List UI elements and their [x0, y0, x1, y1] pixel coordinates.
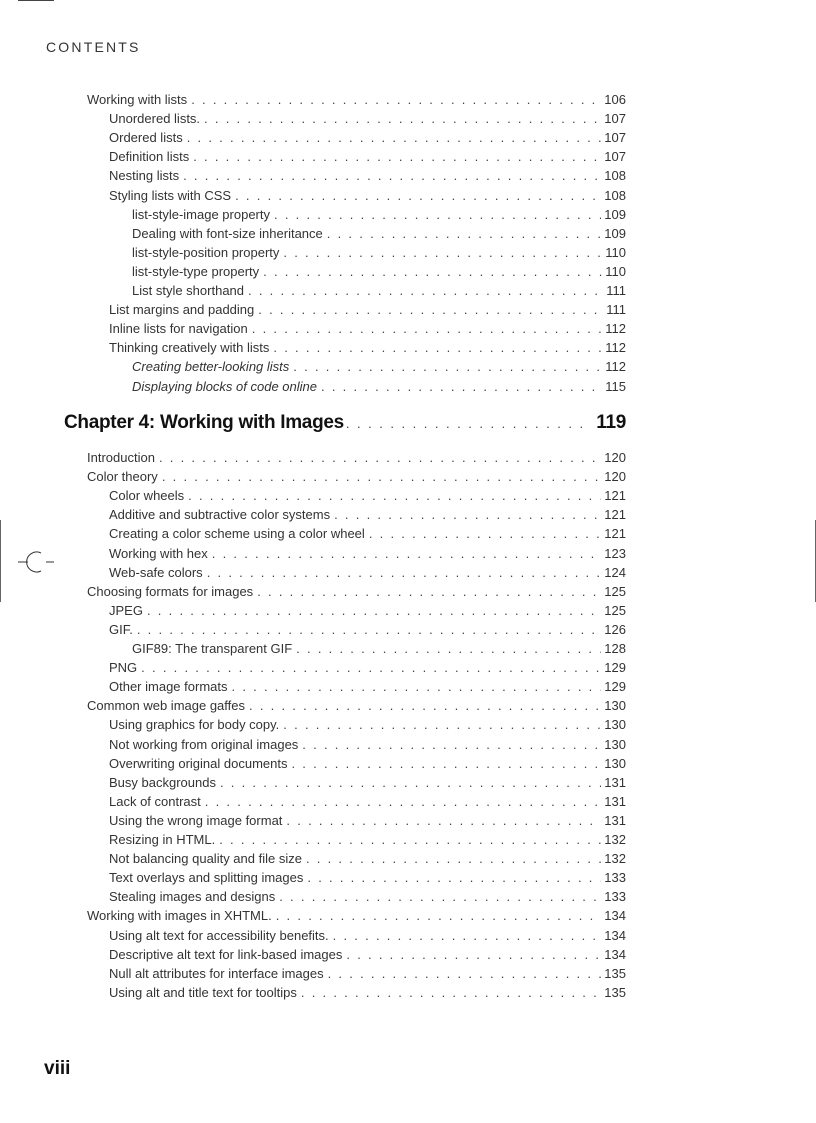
dot-leader	[183, 166, 601, 185]
toc-entry[interactable]	[132, 224, 626, 243]
toc-entry[interactable]	[109, 338, 626, 357]
toc-entry[interactable]	[109, 983, 626, 1002]
toc-entry[interactable]	[109, 563, 626, 582]
toc-entry-title: Other image formats	[109, 679, 228, 695]
toc-entry-title: Working with lists	[87, 92, 188, 107]
toc-entry-title: Ordered lists	[109, 130, 183, 146]
toc-entry[interactable]	[132, 377, 626, 396]
dot-leader	[321, 377, 602, 396]
toc-entry-title: Using alt and title text for tooltips	[109, 984, 297, 1000]
toc-entry-title: Text overlays and splitting images	[109, 870, 304, 886]
toc-entry-page: 108	[604, 168, 626, 184]
toc-entry[interactable]	[109, 601, 626, 620]
toc-entry-title: Common web image gaffes	[87, 698, 246, 714]
dot-leader	[162, 467, 601, 486]
toc-entry-title: PNG	[109, 660, 138, 676]
toc-entry[interactable]	[109, 811, 626, 830]
toc-entry-title: list-style-position property	[132, 244, 280, 260]
toc-entry-page: 120	[604, 450, 626, 465]
toc-entry[interactable]	[109, 147, 626, 166]
toc-entry-title: GIF.	[109, 621, 133, 637]
toc-entry-page: 110	[605, 263, 626, 279]
toc-entry-title: Definition lists	[109, 149, 190, 165]
toc-entry-title: Additive and subtractive color systems	[109, 507, 331, 523]
toc-entry[interactable]	[132, 639, 626, 658]
running-head: CONTENTS	[46, 39, 141, 55]
toc-entry-page: 124	[604, 564, 626, 580]
toc-entry-page: 107	[604, 111, 626, 127]
page-number: viii	[44, 1058, 71, 1079]
toc-entry[interactable]	[132, 205, 626, 224]
dot-leader	[235, 186, 601, 205]
dot-leader	[307, 868, 601, 887]
toc-entry[interactable]	[109, 186, 626, 205]
toc-entry-title: Not balancing quality and file size	[109, 851, 302, 867]
dot-leader	[273, 338, 602, 357]
dot-leader	[274, 205, 601, 224]
toc-entry[interactable]	[109, 658, 626, 677]
toc-entry-page: 131	[604, 812, 626, 828]
toc-entry-title: Overwriting original documents	[109, 755, 288, 771]
dot-leader	[188, 486, 601, 505]
toc-entry-page: 121	[604, 488, 626, 504]
toc-entry-title: List style shorthand	[132, 283, 245, 298]
dot-leader	[258, 300, 603, 319]
toc-entry-title: GIF89: The transparent GIF	[132, 641, 293, 656]
toc-entry-page: 120	[604, 469, 626, 485]
dot-leader	[212, 544, 602, 563]
toc-entry-title: JPEG	[109, 602, 143, 618]
dot-leader	[248, 281, 603, 300]
toc-entry-title: Web-safe colors	[109, 564, 203, 580]
chapter-page: 119	[596, 412, 626, 433]
toc-entry[interactable]	[87, 906, 626, 925]
toc-entry-title: List margins and padding	[109, 302, 255, 318]
dot-leader	[187, 128, 602, 147]
toc-entry[interactable]	[109, 926, 626, 945]
toc-entry[interactable]	[132, 357, 626, 376]
toc-entry-page: 128	[604, 641, 626, 656]
toc-entry[interactable]	[109, 945, 626, 964]
toc-entry-page: 129	[604, 660, 626, 676]
dot-leader	[279, 887, 601, 906]
toc-entry-page: 130	[604, 698, 626, 714]
toc-entry-title: Displaying blocks of code online	[132, 378, 317, 394]
dot-leader	[328, 964, 602, 983]
toc-entry[interactable]	[109, 849, 626, 868]
dot-leader	[333, 926, 602, 945]
toc-entry-page: 133	[604, 870, 626, 886]
dot-leader	[137, 620, 601, 639]
toc-entry-title: Color wheels	[109, 488, 185, 504]
toc-entry-page: 112	[605, 340, 626, 356]
dot-leader	[291, 754, 601, 773]
toc-entry[interactable]	[109, 524, 626, 543]
toc-entry-page: 108	[604, 187, 626, 203]
dot-leader	[147, 601, 601, 620]
dot-leader	[220, 773, 601, 792]
toc-entry-title: Working with images in XHTML.	[87, 908, 272, 924]
toc-entry[interactable]	[109, 830, 626, 849]
toc-entry[interactable]	[87, 467, 626, 486]
toc-entry[interactable]	[87, 696, 626, 715]
dot-leader	[276, 906, 602, 925]
toc-entry-page: 109	[604, 225, 626, 241]
toc-entry[interactable]	[109, 128, 626, 147]
toc-entry[interactable]	[109, 300, 626, 319]
toc-entry[interactable]	[132, 262, 626, 281]
toc-entry[interactable]	[132, 243, 626, 262]
toc-entry-title: Dealing with font-size inheritance	[132, 225, 323, 241]
toc-entry[interactable]	[109, 319, 626, 338]
dot-leader	[193, 147, 601, 166]
toc-entry-title: Using alt text for accessibility benefits.	[109, 927, 329, 943]
dot-leader	[301, 983, 601, 1002]
dot-leader	[219, 830, 601, 849]
toc-entry-title: Not working from original images	[109, 736, 299, 752]
dot-leader	[249, 696, 601, 715]
toc-entry-title: list-style-type property	[132, 263, 260, 279]
toc-entry-page: 130	[604, 736, 626, 752]
toc-entry-title: Inline lists for navigation	[109, 321, 248, 337]
toc-entry-title: Resizing in HTML.	[109, 832, 216, 847]
toc-entry-page: 134	[604, 927, 626, 943]
toc-entry[interactable]	[109, 887, 626, 906]
dot-leader	[283, 243, 602, 262]
dot-leader	[205, 792, 602, 811]
toc-entry-page: 121	[604, 507, 626, 523]
toc-entry[interactable]	[109, 735, 626, 754]
toc-entry-page: 129	[604, 679, 626, 695]
dot-leader	[296, 639, 601, 658]
dot-leader	[141, 658, 601, 677]
toc-entry-title: Choosing formats for images	[87, 583, 254, 599]
toc-entry-title: Nesting lists	[109, 168, 180, 184]
toc-entry-title: Stealing images and designs	[109, 889, 276, 905]
toc-entry-title: Using graphics for body copy.	[109, 717, 280, 733]
dot-leader	[207, 563, 602, 582]
toc-entry-page: 125	[604, 602, 626, 618]
toc-entry-page: 112	[605, 321, 626, 337]
toc-entry-title: Creating better-looking lists	[132, 359, 290, 375]
toc-entry-title: list-style-image property	[132, 206, 270, 222]
toc-entry-page: 123	[604, 545, 626, 561]
dot-leader	[204, 109, 601, 128]
dot-leader	[327, 224, 602, 243]
toc-entry[interactable]	[132, 281, 626, 300]
toc-entry-title: Styling lists with CSS	[109, 187, 232, 203]
dot-leader	[334, 505, 601, 524]
toc-entry[interactable]	[109, 109, 626, 128]
crop-mark-top	[18, 0, 54, 1]
toc-entry[interactable]	[109, 544, 626, 563]
toc-entry-page: 130	[604, 755, 626, 771]
dot-leader	[232, 677, 602, 696]
toc-entry-title: Introduction	[87, 450, 155, 465]
toc-entry-title: Thinking creatively with lists	[109, 340, 270, 356]
toc-entry-page: 125	[604, 583, 626, 599]
dot-leader	[369, 524, 601, 543]
toc-entry[interactable]	[109, 166, 626, 185]
dot-leader	[283, 715, 601, 734]
toc-entry-title: Descriptive alt text for link-based images	[109, 946, 343, 962]
toc-entry-title: Color theory	[87, 469, 158, 485]
toc-entry-title: Null alt attributes for interface images	[109, 965, 324, 981]
dot-leader	[286, 811, 601, 830]
toc-entry-title: Using the wrong image format	[109, 812, 283, 828]
toc-entry[interactable]	[109, 677, 626, 696]
toc-entry-page: 121	[604, 526, 626, 542]
registration-mark-icon	[18, 548, 54, 576]
dot-leader	[263, 262, 602, 281]
chapter-heading[interactable]	[64, 412, 626, 438]
toc-entry[interactable]	[109, 505, 626, 524]
toc-entry[interactable]	[87, 90, 626, 109]
toc-entry-title: Lack of contrast	[109, 793, 201, 809]
toc-entry-page: 135	[604, 965, 626, 981]
toc-entry-page: 111	[606, 283, 626, 298]
dot-leader	[293, 357, 602, 376]
toc-entry-page: 109	[604, 206, 626, 222]
toc-entry-page: 111	[606, 302, 626, 318]
toc-entry[interactable]	[109, 620, 626, 639]
toc-entry[interactable]	[109, 773, 626, 792]
toc-entry-page: 126	[604, 621, 626, 637]
toc-entry-title: Creating a color scheme using a color wheel	[109, 526, 365, 542]
toc-entry-page: 130	[604, 717, 626, 733]
dot-leader	[302, 735, 601, 754]
toc-entry-page: 112	[605, 359, 626, 375]
toc-entry-page: 131	[604, 774, 626, 790]
toc-entry-page: 107	[604, 149, 626, 165]
page-edge-left	[0, 520, 1, 602]
toc-entry-page: 133	[604, 889, 626, 905]
toc-entry-title: Busy backgrounds	[109, 774, 216, 790]
toc-entry-page: 134	[604, 908, 626, 924]
toc-entry[interactable]	[109, 868, 626, 887]
toc-entry-title: Working with hex	[109, 545, 208, 561]
toc-entry[interactable]	[109, 715, 626, 734]
dot-leader	[306, 849, 601, 868]
dot-leader	[159, 448, 601, 467]
toc-entry-page: 132	[604, 851, 626, 867]
dot-leader	[252, 319, 603, 338]
toc-entry-page: 132	[604, 832, 626, 847]
toc-entry[interactable]	[87, 448, 626, 467]
toc-entry[interactable]	[109, 754, 626, 773]
toc-entry-page: 110	[605, 244, 626, 260]
toc-entry[interactable]	[109, 964, 626, 983]
toc-entry-page: 107	[604, 130, 626, 146]
toc-entry[interactable]	[109, 792, 626, 811]
dot-leader	[346, 416, 590, 431]
toc-entry-page: 135	[604, 984, 626, 1000]
toc-entry-page: 131	[604, 793, 626, 809]
toc-entry-title: Unordered lists.	[109, 111, 201, 127]
toc-entry[interactable]	[87, 582, 626, 601]
toc-entry[interactable]	[109, 486, 626, 505]
dot-leader	[191, 90, 601, 109]
dot-leader	[257, 582, 601, 601]
chapter-title: Chapter 4: Working with Images	[64, 412, 344, 433]
toc-entry-page: 115	[605, 378, 626, 394]
toc-entry-page: 106	[604, 92, 626, 107]
dot-leader	[346, 945, 601, 964]
toc-entry-page: 134	[604, 946, 626, 962]
